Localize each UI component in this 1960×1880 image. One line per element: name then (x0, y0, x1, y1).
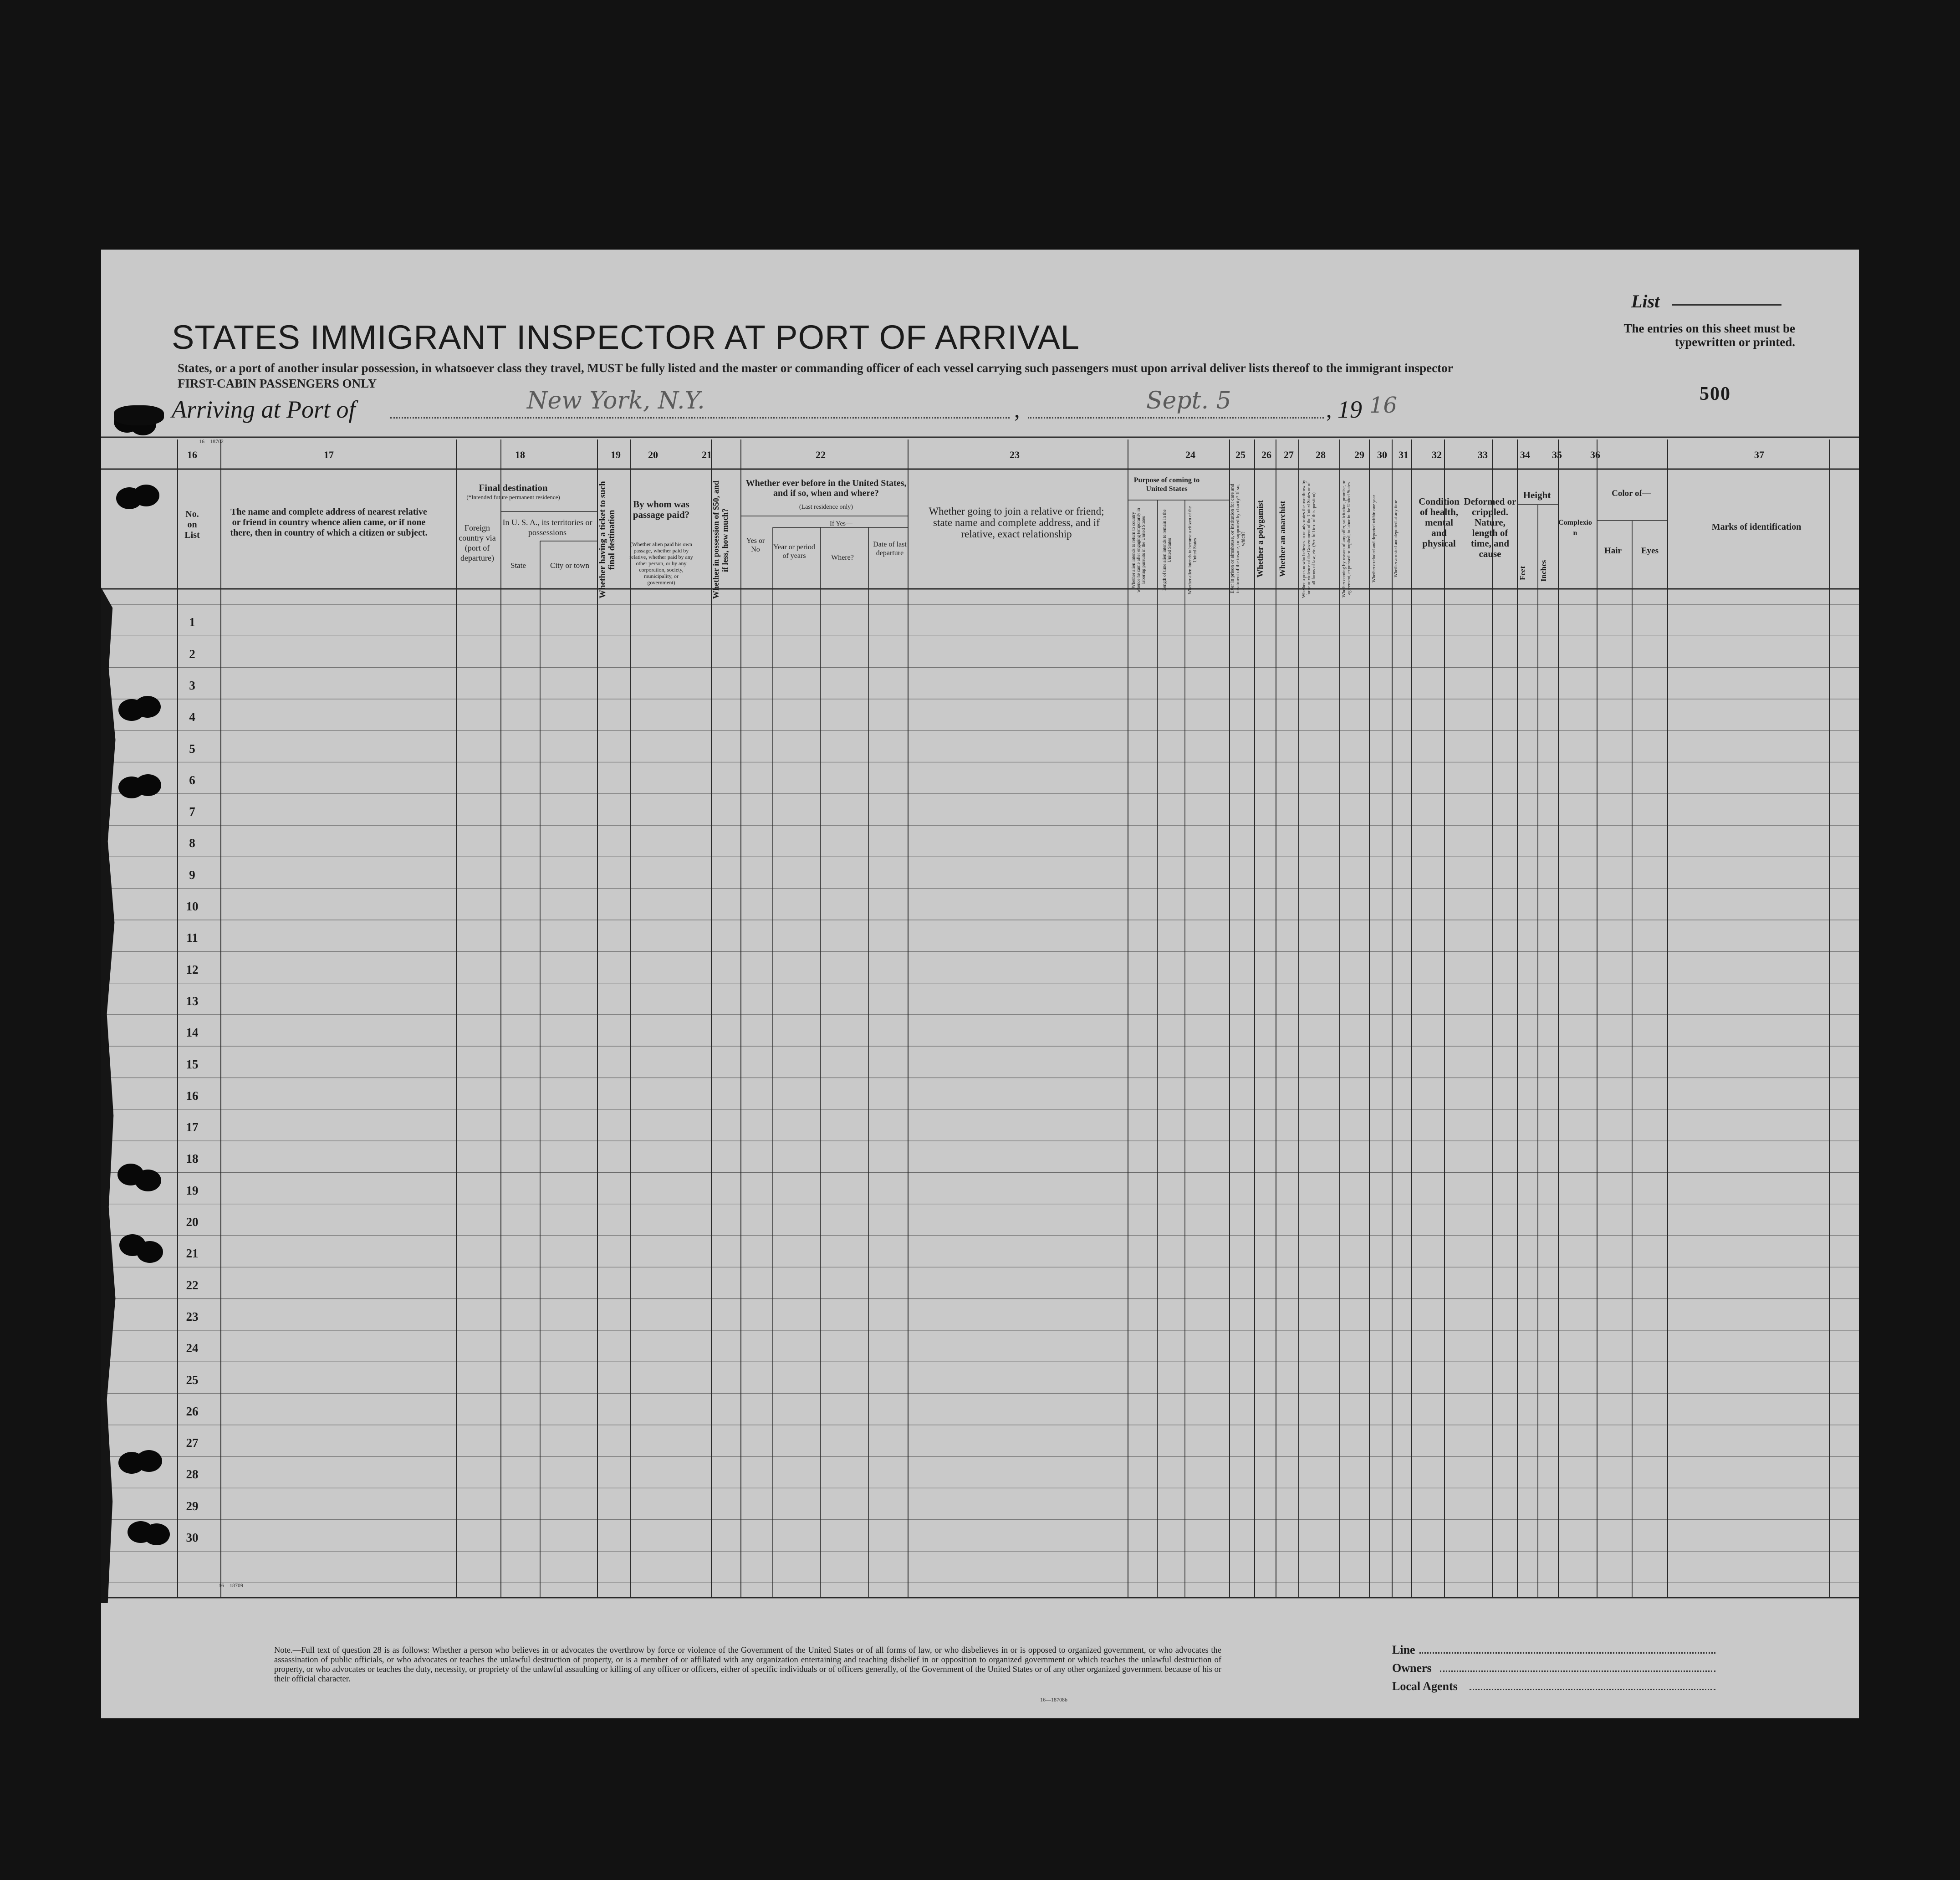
row-number: 8 (189, 836, 195, 850)
hdr-final-destination: Final destination (479, 482, 548, 493)
year-prefix: 19 (1337, 396, 1362, 423)
row-number: 6 (189, 773, 195, 787)
hdr-in-usa: In U. S. A., its territories or possessions (502, 518, 592, 537)
owners-field (1440, 1671, 1715, 1672)
punch-hole (136, 1450, 162, 1472)
manifest-grid (101, 250, 1859, 1718)
hdr-where: Where? (831, 554, 854, 562)
manifest-sheet (101, 250, 1859, 1718)
row-number: 14 (186, 1026, 199, 1040)
col-num-25: 25 (1235, 449, 1245, 460)
hdr-final-destination-sub: (*Intended future permanent residence) (466, 494, 560, 501)
row-number: 22 (186, 1278, 199, 1292)
col-num-32: 32 (1432, 449, 1442, 460)
comma-sep-2: , (1326, 397, 1332, 422)
row-number: 2 (189, 647, 195, 661)
hdr-foreign-country: Foreign country via (port of departure) (459, 523, 496, 562)
hdr-possession-50: Whether in possession of $50, and if less, how much? (711, 480, 730, 599)
hdr-relative-address: The name and complete address of nearest relative or friend in country whence alien came, or if none there, then in country of which a citizen or subject. (230, 507, 428, 538)
punch-hole (135, 774, 161, 796)
row-number: 15 (186, 1057, 199, 1071)
col-num-28: 28 (1316, 449, 1326, 460)
hdr-eyes: Eyes (1641, 546, 1659, 556)
col-num-33: 33 (1478, 449, 1488, 460)
row-number: 27 (186, 1436, 199, 1450)
row-number: 26 (186, 1404, 199, 1418)
row-number: 17 (186, 1120, 199, 1134)
hdr-marks-identification: Marks of identification (1711, 522, 1802, 532)
col-num-17: 17 (324, 449, 334, 460)
date-handwritten: Sept. 5 (1146, 387, 1231, 414)
row-number: 7 (189, 805, 195, 819)
hdr-passage-paid: By whom was passage paid? (633, 499, 690, 520)
footer-note: Note.—Full text of question 28 is as follows: Whether a person who believes in or advocates the overthrow by force or violence of the Government of the United States or of all forms of law, or who disbelieves in or is opposed to organized government, or who advocates the assassination of public officials, or who advocates or teaches the unlawful destruction of property, or is a member of or affiliated with any organization entertaining and teaching disbelief in or opposition to organized government or which teaches the unlawful destruction of property, or who advocates or teaches the duty, necessity, or propriety of the unlawful assaulting or killing of any officer or officers, either of specific individuals or of officers generally, of the Government of the United States or of any other organized government because of his or their official character. (274, 1646, 1221, 1684)
col-num-29: 29 (1354, 449, 1364, 460)
hdr-q28: Whether a person who believes in or advocates the overthrow by force or violence of the Government of the United States or of all forms of law, etc. (See full text of this question) (1302, 480, 1317, 598)
hdr-deformed: Deformed or crippled. Nature, length of time, and cause (1464, 496, 1516, 559)
punch-hole (137, 1241, 163, 1263)
hdr-arrested: Whether arrested and deported at any time (1393, 500, 1399, 577)
row-number: 13 (186, 994, 199, 1008)
punch-hole (135, 1170, 161, 1191)
punch-hole (143, 1523, 170, 1545)
hdr-color-of: Color of— (1612, 489, 1651, 498)
intro-line-1: States, or a port of another insular possession, in whatsoever class they travel, MUST be fully listed and the master or commanding officer of each vessel carrying such passengers must upon arrival deliver lists thereof to the immigrant inspector (178, 361, 1453, 375)
hdr-become-citizen: Whether alien intends to become a citizen of the United States (1188, 506, 1198, 594)
hdr-health: Condition of health, mental and physical (1419, 496, 1460, 549)
hdr-anarchist: Whether an anarchist (1278, 501, 1287, 577)
col-num-26: 26 (1261, 449, 1271, 460)
form-title: STATES IMMIGRANT INSPECTOR AT PORT OF ARRIVAL (172, 318, 1080, 356)
row-number: 18 (186, 1152, 199, 1166)
form-code-bottom: 16—18709 (219, 1582, 243, 1589)
hdr-labor-offer: Whether coming by reason of any offer, solicitation, promise, or agreement, expressed or implied, to labor in the United States (1342, 480, 1352, 598)
hdr-prison: Ever in prison or almshouse, or institution for care and treatment of the insane, or supported by charity? If so, which? (1230, 484, 1246, 594)
punch-hole (133, 485, 159, 506)
hdr-city: City or town (550, 561, 589, 570)
hdr-return-country: Whether alien intends to return to country whence he came after engaging temporarily in laboring pursuits in the United States (1131, 508, 1146, 593)
hdr-inches: Inches (1539, 560, 1548, 582)
row-number: 10 (186, 899, 199, 913)
hdr-date-departure: Date of last departure (873, 541, 907, 557)
hdr-last-residence: (Last residence only) (799, 504, 853, 511)
row-number: 25 (186, 1373, 199, 1387)
row-number: 29 (186, 1499, 199, 1513)
row-number: 12 (186, 962, 199, 976)
col-num-22: 22 (816, 449, 826, 460)
row-number: 23 (186, 1309, 199, 1323)
row-number: 9 (189, 868, 195, 882)
col-num-24: 24 (1185, 449, 1195, 460)
col-num-37: 37 (1754, 449, 1764, 460)
col-num-23: 23 (1010, 449, 1020, 460)
entry-instruction: The entries on this sheet must be typewritten or printed. (1623, 322, 1795, 349)
row-number: 21 (186, 1247, 199, 1261)
col-num-27: 27 (1284, 449, 1294, 460)
row-number: 11 (186, 931, 198, 945)
hdr-join-relative: Whether going to join a relative or friend; state name and complete address, and if relative, exact relationship (929, 506, 1104, 540)
local-agents-field (1470, 1689, 1715, 1690)
hdr-yes-or-no: Yes or No (746, 537, 765, 553)
row-number: 28 (186, 1467, 199, 1482)
punch-hole (134, 696, 161, 718)
row-number: 30 (186, 1531, 199, 1544)
col-num-35: 35 (1552, 449, 1562, 460)
port-handwritten: New York, N.Y. (527, 387, 705, 414)
line-label: Line (1392, 1643, 1415, 1656)
row-number: 24 (186, 1341, 199, 1355)
col-num-30: 30 (1377, 449, 1387, 460)
row-number: 16 (186, 1088, 199, 1103)
col-num-19: 19 (611, 449, 621, 460)
hdr-purpose: Purpose of coming to United States (1133, 476, 1200, 493)
row-number: 3 (189, 678, 195, 692)
comma-sep: , (1014, 397, 1020, 422)
col-num-31: 31 (1399, 449, 1409, 460)
row-number: 1 (189, 615, 195, 629)
intro-line-2: FIRST-CABIN PASSENGERS ONLY (178, 377, 377, 390)
col-num-34: 34 (1520, 449, 1530, 460)
hdr-ever-before-us: Whether ever before in the United States, and if so, when and where? (745, 478, 907, 498)
form-code-footer: 16—18708b (1040, 1696, 1067, 1703)
sheet-number: 500 (1700, 383, 1731, 404)
hdr-length-stay: Length of time alien intends to remain in the United States (1162, 509, 1172, 591)
form-code-top: 16—18702 (199, 438, 224, 444)
col-num-16: 16 (187, 449, 197, 460)
row-number: 4 (189, 710, 195, 724)
hdr-state: State (510, 561, 526, 570)
col-num-36: 36 (1590, 449, 1600, 460)
hdr-passage-paid-sub: (Whether alien paid his own passage, whether paid by relative, whether paid by any other person, or by any corporation, society, municipality, or government) (629, 541, 693, 586)
hdr-if-yes: If Yes— (829, 520, 852, 527)
list-label: List (1631, 291, 1660, 312)
hdr-height: Height (1523, 490, 1551, 501)
punch-hole (114, 405, 164, 425)
col-num-18: 18 (515, 449, 525, 460)
hdr-complexion: Complexion (1558, 519, 1592, 537)
local-agents-label: Local Agents (1392, 1680, 1458, 1693)
col-num-21: 21 (702, 449, 712, 460)
col-num-20: 20 (648, 449, 658, 460)
hdr-year-period: Year or period of years (773, 543, 815, 560)
row-number: 20 (186, 1215, 199, 1229)
row-number: 19 (186, 1183, 199, 1197)
hdr-polygamist: Whether a polygamist (1256, 500, 1265, 577)
hdr-hair: Hair (1604, 546, 1622, 556)
arriving-label: Arriving at Port of (172, 396, 356, 423)
owners-label: Owners (1392, 1661, 1432, 1675)
hdr-excluded: Whether excluded and deported within one year (1372, 495, 1377, 583)
hdr-no-on-list: No. on List (184, 509, 200, 540)
row-number: 5 (189, 741, 195, 756)
hdr-ticket: Whether having a ticket to such final destination (598, 481, 617, 599)
year-handwritten: 16 (1369, 393, 1398, 418)
hdr-feet: Feet (1518, 566, 1527, 580)
line-field (1419, 1652, 1715, 1654)
